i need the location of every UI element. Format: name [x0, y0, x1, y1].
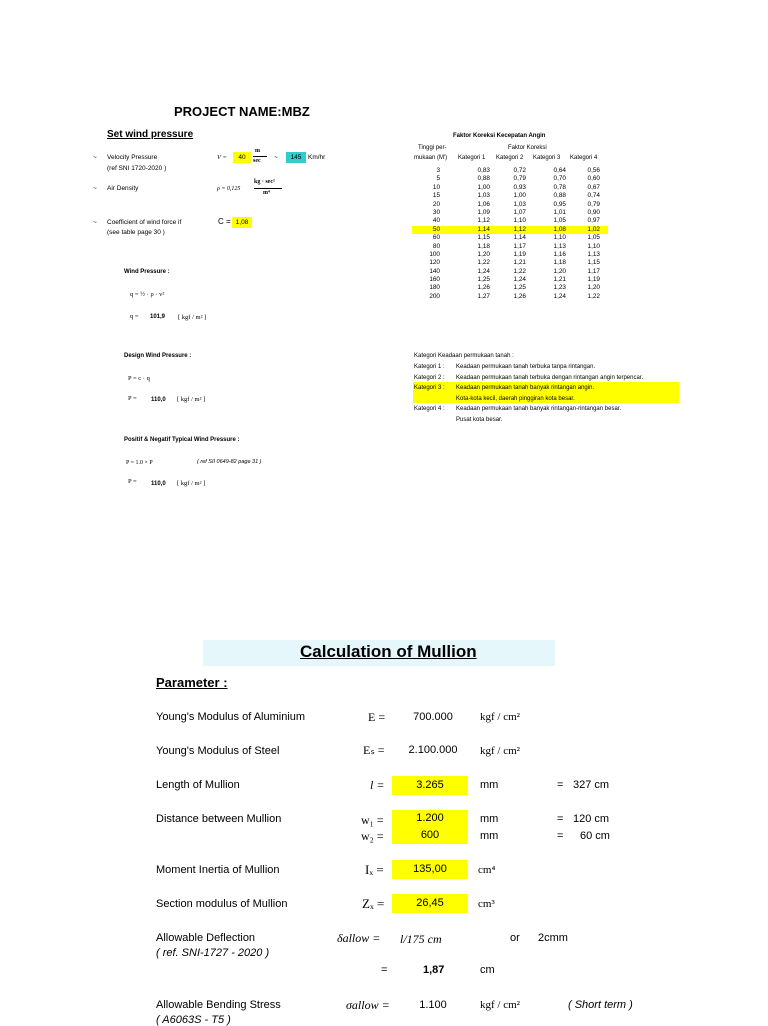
- correction-table-cell: 140: [429, 267, 440, 275]
- youngs-st-unit: kgf / cm²: [480, 745, 520, 757]
- wind-pressure-q-label: q =: [130, 313, 139, 320]
- kategori-item: [414, 406, 621, 412]
- correction-table-cell: 80: [432, 242, 440, 250]
- correction-table-col-k2: Kategori 2: [496, 155, 524, 161]
- inertia-value: 135,00: [392, 860, 468, 879]
- correction-table-cell: 1,08: [553, 225, 566, 233]
- kategori-item-text: Kota-kota kecil, daerah pinggiran kota besar.: [456, 396, 575, 402]
- correction-table-cell: 1,07: [513, 208, 526, 216]
- correction-table-row: [412, 268, 608, 276]
- correction-table-cell: 1,24: [553, 292, 566, 300]
- correction-table-cell: 0,56: [587, 167, 600, 174]
- correction-table-col-height: mukaan (M'): [414, 155, 448, 161]
- correction-table-header-height: Tinggi per-: [418, 145, 447, 151]
- project-title: PROJECT NAME:MBZ: [174, 104, 310, 119]
- correction-table-cell: 0,60: [587, 175, 600, 183]
- air-density-bullet: ~: [93, 185, 97, 192]
- coefficient-label: Coefficient of wind force if: [107, 219, 182, 226]
- design-wind-pressure-formula: P = c · q: [128, 375, 150, 382]
- correction-table-row: [412, 217, 608, 225]
- coefficient-symbol: C =: [218, 217, 231, 226]
- length-conv: 327 cm: [573, 779, 610, 791]
- distance-w2-conv: 60 cm: [580, 830, 610, 842]
- velocity-value: 40: [233, 152, 251, 163]
- youngs-st-symbol: Eₛ =: [363, 743, 385, 757]
- distance-w2-symbol: w₂ =: [361, 829, 384, 843]
- correction-table-cell: 1,10: [513, 217, 526, 225]
- kategori-item-text: Keadaan permukaan tanah banyak rintangan angin.: [456, 385, 595, 391]
- correction-table-col-k3: Kategori 3: [533, 155, 561, 161]
- correction-table-cell: 0,88: [477, 175, 490, 183]
- correction-table-row: [412, 167, 608, 175]
- youngs-st-value: 2.100.000: [408, 744, 458, 756]
- velocity-kmhr-value: 145: [286, 152, 306, 163]
- bending-note: ( Short term ): [568, 999, 633, 1011]
- correction-table-cell: 1,10: [553, 234, 566, 242]
- correction-table-cell: 20: [432, 200, 440, 208]
- correction-table-cell: 0,83: [477, 167, 490, 174]
- correction-table-cell: 1,27: [477, 292, 490, 300]
- correction-table-cell: 1,19: [513, 250, 526, 258]
- air-density-symbol: ρ = 0,125: [217, 186, 241, 192]
- distance-w2-value: 600: [392, 827, 468, 844]
- design-wind-pressure-p-value: 110,0: [151, 397, 166, 403]
- deflection-eq: =: [381, 964, 388, 976]
- correction-table-cell: 1,24: [513, 276, 526, 284]
- youngs-al-symbol: E =: [368, 710, 386, 724]
- kategori-item-text: Keadaan permukaan tanah terbuka tanpa rintangan.: [456, 364, 596, 370]
- kategori-item: [414, 364, 595, 370]
- deflection-unit: cm: [480, 964, 495, 976]
- typical-wind-pressure-formula: P = 1.0 × P: [126, 460, 153, 466]
- correction-table-cell: 1,12: [477, 217, 490, 225]
- deflection-label: Allowable Deflection: [156, 932, 256, 944]
- deflection-value: 1,87: [423, 964, 445, 976]
- mullion-title: Calculation of Mullion: [300, 642, 477, 661]
- parameter-heading: Parameter :: [156, 675, 228, 690]
- correction-table-cell: 50: [432, 225, 440, 233]
- deflection-or: or: [510, 932, 520, 944]
- air-density-fraction-bar: [254, 188, 282, 189]
- correction-table-row: [412, 184, 608, 192]
- correction-table-cell: 1,25: [513, 284, 526, 292]
- correction-table-row: [412, 276, 608, 284]
- wind-pressure-q-unit: [ kgf / m² ]: [178, 314, 207, 321]
- correction-table-cell: 0,64: [553, 167, 566, 174]
- bending-value: 1.100: [419, 999, 447, 1011]
- correction-table-cell: 1,17: [513, 242, 526, 250]
- correction-table-row: [412, 234, 608, 242]
- kategori-item-text: Keadaan permukaan tanah banyak rintangan-rintangan besar.: [456, 406, 622, 412]
- correction-table-cell: 0,67: [587, 183, 600, 191]
- section-label: Section modulus of Mullion: [156, 898, 288, 910]
- coefficient-bullet: ~: [93, 219, 97, 226]
- correction-table-row: [412, 284, 608, 292]
- correction-table-col-k1: Kategori 1: [458, 155, 486, 161]
- length-value: 3.265: [392, 776, 468, 795]
- kategori-item: [414, 375, 643, 381]
- correction-table-cell: 1,12: [513, 225, 526, 233]
- typical-wind-pressure-p-value: 110,0: [151, 481, 166, 487]
- set-wind-pressure-heading: Set wind pressure: [107, 129, 194, 140]
- coefficient-value: 1,08: [232, 217, 252, 228]
- correction-table-cell: 0,88: [553, 192, 566, 200]
- velocity-fraction-bar: [253, 156, 267, 157]
- correction-table-row: [412, 293, 608, 301]
- youngs-al-label: Young's Modulus of Aluminium: [156, 711, 306, 723]
- correction-table-cell: 1,24: [477, 267, 490, 275]
- correction-table-cell: 1,22: [587, 292, 600, 300]
- correction-table-title: Faktor Koreksi Kecepatan Angin: [453, 133, 546, 139]
- bending-unit: kgf / cm²: [480, 999, 520, 1011]
- correction-table-cell: 0,79: [513, 175, 526, 183]
- correction-table-cell: 1,15: [477, 234, 490, 242]
- correction-table-cell: 1,14: [513, 234, 526, 242]
- correction-table-cell: 1,18: [553, 259, 566, 267]
- correction-table-cell: 0,79: [587, 200, 600, 208]
- correction-table-cell: 1,15: [587, 259, 600, 267]
- correction-table-cell: 1,01: [553, 208, 566, 216]
- correction-table-cell: 180: [429, 284, 440, 292]
- correction-table-cell: 100: [429, 250, 440, 258]
- air-density-unit-num: kg · sec²: [254, 179, 275, 185]
- correction-table-cell: 3: [436, 167, 440, 174]
- inertia-symbol: Iₓ =: [365, 862, 384, 877]
- correction-table-row: [412, 243, 608, 251]
- kategori-title: Kategori Keadaan permukaan tanah :: [414, 353, 514, 359]
- correction-table-col-k4: Kategori 4: [570, 155, 598, 161]
- correction-table-row: [412, 226, 608, 234]
- correction-table-cell: 40: [432, 217, 440, 225]
- correction-table-row: [412, 201, 608, 209]
- section-value: 26,45: [392, 894, 468, 913]
- deflection-alt: 2cmm: [538, 932, 568, 944]
- youngs-al-unit: kgf / cm²: [480, 711, 520, 723]
- correction-table-cell: 1,13: [587, 250, 600, 258]
- velocity-unit-den: sec: [253, 158, 261, 164]
- youngs-al-value: 700.000: [413, 711, 453, 723]
- correction-table-header-factor: Faktor Koreksi: [508, 145, 547, 151]
- velocity-ref: (ref SNI 1720-2020 ): [107, 165, 167, 172]
- kategori-item-label: Kategori 1 :: [414, 364, 445, 370]
- deflection-symbol: δallow =: [337, 931, 381, 945]
- correction-table-cell: 1,10: [587, 242, 600, 250]
- correction-table-cell: 1,05: [587, 234, 600, 242]
- velocity-label: Velocity Pressure: [107, 154, 158, 161]
- correction-table-cell: 0,90: [587, 208, 600, 216]
- velocity-approx: ~: [274, 154, 278, 161]
- correction-table-cell: 1,14: [477, 225, 490, 233]
- velocity-unit-num: m: [255, 148, 260, 154]
- correction-table-row: [412, 209, 608, 217]
- coefficient-ref: (see table page 30 ): [107, 229, 165, 236]
- correction-table-cell: 1,23: [553, 284, 566, 292]
- correction-table-row: [412, 259, 608, 267]
- velocity-kmhr-unit: Km/hr: [308, 154, 326, 161]
- inertia-unit: cm⁴: [478, 864, 496, 876]
- correction-table-cell: 1,03: [513, 200, 526, 208]
- correction-table-cell: 1,22: [513, 267, 526, 275]
- deflection-ref: ( ref. SNI-1727 - 2020 ): [156, 947, 270, 959]
- kategori-item-text: Pusat kota besar.: [456, 417, 503, 423]
- length-symbol: l =: [370, 778, 385, 792]
- kategori-item-label: Kategori 2 :: [414, 375, 445, 381]
- air-density-unit-den: m⁴: [263, 190, 270, 196]
- correction-table-cell: 15: [432, 192, 440, 200]
- deflection-formula: l/175 cm: [400, 932, 442, 946]
- correction-table-cell: 1,16: [553, 250, 566, 258]
- correction-table-cell: 0,74: [587, 192, 600, 200]
- correction-table-cell: 1,06: [477, 200, 490, 208]
- distance-w2-unit: mm: [480, 830, 499, 842]
- correction-table-cell: 0,95: [553, 200, 566, 208]
- correction-table-cell: 5: [436, 175, 440, 183]
- design-wind-pressure-p-label: P =: [128, 395, 137, 402]
- design-wind-pressure-p-unit: [ kgf / m² ]: [177, 396, 206, 403]
- correction-table-cell: 1,00: [513, 192, 526, 200]
- correction-table-row: [412, 175, 608, 183]
- correction-table-cell: 0,78: [553, 183, 566, 191]
- correction-table-cell: 1,26: [477, 284, 490, 292]
- distance-w1-symbol: w₁ =: [361, 813, 384, 827]
- correction-table-cell: 1,20: [587, 284, 600, 292]
- distance-label: Distance between Mullion: [156, 813, 282, 825]
- correction-table-cell: 1,25: [477, 276, 490, 284]
- kategori-item-text: Keadaan permukaan tanah terbuka dengan rintangan angin terpencar.: [456, 375, 644, 381]
- correction-table-cell: 200: [429, 292, 440, 300]
- correction-table-cell: 1,02: [587, 225, 600, 233]
- kategori-item: [414, 396, 575, 402]
- typical-wind-pressure-title: Positif & Negatif Typical Wind Pressure :: [124, 437, 240, 443]
- wind-pressure-q-value: 101,9: [150, 314, 166, 320]
- youngs-st-label: Young's Modulus of Steel: [156, 745, 280, 757]
- design-wind-pressure-title: Design Wind Pressure :: [124, 353, 192, 359]
- section-symbol: Zₓ =: [362, 896, 385, 911]
- correction-table-cell: 1,21: [513, 259, 526, 267]
- correction-table-cell: 10: [432, 183, 440, 191]
- bending-ref: ( A6063S - T5 ): [156, 1014, 231, 1026]
- correction-table-cell: 0,70: [553, 175, 566, 183]
- velocity-symbol: V =: [217, 154, 227, 161]
- correction-table-cell: 1,09: [477, 208, 490, 216]
- length-label: Length of Mullion: [156, 779, 240, 791]
- correction-table-cell: 1,20: [553, 267, 566, 275]
- correction-table-cell: 1,00: [477, 183, 490, 191]
- kategori-item: [414, 417, 502, 423]
- distance-w1-value: 1.200: [392, 810, 468, 827]
- section-unit: cm³: [478, 898, 495, 910]
- air-density-label: Air Density: [107, 185, 139, 192]
- correction-table-row: [412, 251, 608, 259]
- correction-table-cell: 160: [429, 276, 440, 284]
- typical-wind-pressure-ref: ( ref SII 0649-82 page 31 ): [197, 459, 262, 465]
- correction-table-cell: 1,21: [553, 276, 566, 284]
- correction-table-cell: 120: [429, 259, 440, 267]
- length-eq: =: [557, 779, 564, 791]
- typical-wind-pressure-p-label: P =: [128, 478, 137, 485]
- length-unit: mm: [480, 779, 499, 791]
- distance-w2-eq: =: [557, 830, 564, 842]
- kategori-item-label: Kategori 4 :: [414, 406, 445, 412]
- correction-table-cell: 1,18: [477, 242, 490, 250]
- correction-table: [412, 167, 608, 301]
- correction-table-cell: 1,17: [587, 267, 600, 275]
- bending-label: Allowable Bending Stress: [156, 999, 281, 1011]
- bending-symbol: σallow =: [346, 998, 390, 1012]
- correction-table-cell: 0,72: [513, 167, 526, 174]
- correction-table-cell: 1,22: [477, 259, 490, 267]
- typical-wind-pressure-p-unit: [ kgf / m² ]: [177, 480, 206, 487]
- correction-table-cell: 1,05: [553, 217, 566, 225]
- correction-table-cell: 1,19: [587, 276, 600, 284]
- wind-pressure-formula: q = ½ · ρ · v²: [130, 291, 165, 298]
- kategori-item-label: Kategori 3 :: [414, 385, 445, 391]
- distance-w1-eq: =: [557, 813, 564, 825]
- correction-table-cell: 0,93: [513, 183, 526, 191]
- correction-table-cell: 60: [432, 234, 440, 242]
- correction-table-cell: 1,26: [513, 292, 526, 300]
- inertia-label: Moment Inertia of Mullion: [156, 864, 280, 876]
- velocity-bullet: ~: [93, 154, 97, 161]
- wind-pressure-title: Wind Pressure :: [124, 269, 170, 275]
- correction-table-cell: 1,13: [553, 242, 566, 250]
- correction-table-cell: 0,97: [587, 217, 600, 225]
- correction-table-row: [412, 192, 608, 200]
- correction-table-cell: 1,03: [477, 192, 490, 200]
- correction-table-cell: 30: [432, 208, 440, 216]
- correction-table-cell: 1,20: [477, 250, 490, 258]
- distance-w1-conv: 120 cm: [573, 813, 610, 825]
- distance-w1-unit: mm: [480, 813, 499, 825]
- kategori-item: [414, 385, 594, 391]
